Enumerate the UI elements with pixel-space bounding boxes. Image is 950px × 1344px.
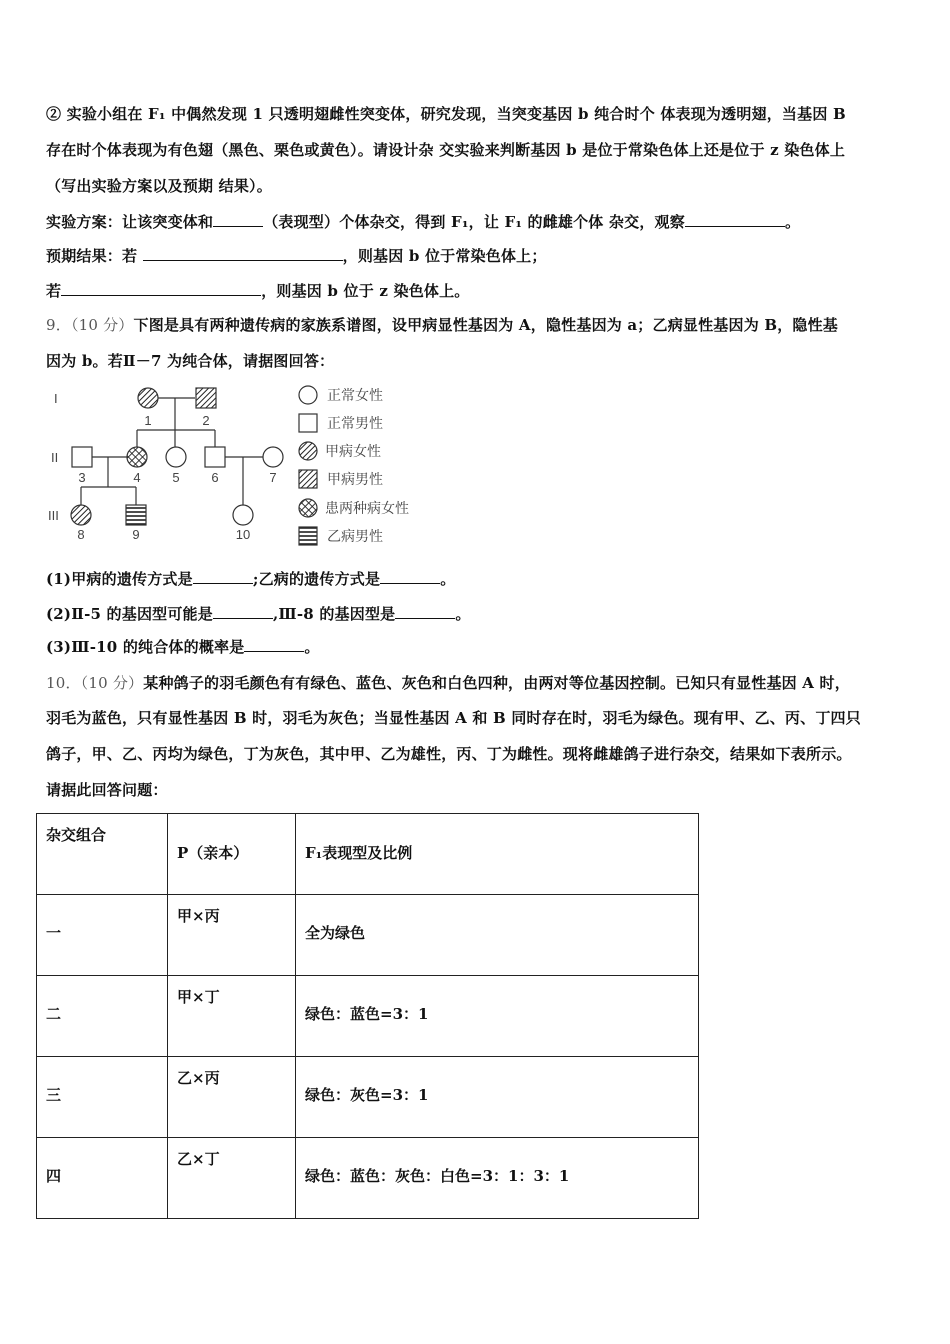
legend-label: 正常女性	[327, 387, 383, 403]
table-row	[37, 976, 699, 1057]
sub3-text-a: (3)Ⅲ-10 的纯合体的概率是	[46, 638, 245, 656]
generation-label: III	[48, 508, 59, 523]
legend-label: 患两种病女性	[325, 500, 409, 516]
q10-line-3: 鸽子，甲、乙、丙均为绿色，丁为灰色，其中甲、乙为雄性，丙、丁为雌性。现将雌雄鸽子进行杂交，结果如下表所示。	[46, 745, 852, 763]
q10-text-1: 某种鸽子的羽毛颜色有有绿色、蓝色、灰色和白色四种，由两对等位基因控制。已知只有显性基因 A 时，	[143, 674, 850, 692]
legend-label: 乙病男性	[327, 528, 383, 544]
individual-number: 10	[235, 527, 251, 542]
answer-blank[interactable]	[244, 637, 304, 652]
q10-number: 10．（10 分）	[46, 674, 144, 692]
individual-number: 9	[132, 527, 140, 542]
plan-text-a: 实验方案：让该突变体和	[46, 213, 214, 231]
plan-text-b: （表现型）个体杂交，得到 F₁，让 F₁ 的雌雄个体 杂交，观察	[263, 213, 685, 231]
q8-text-line-2: 存在时个体表现为有色翅（黑色、栗色或黄色）。请设计杂 交实验来判断基因 b 是位于常染色体上还是位于 z 染色体上	[46, 141, 846, 159]
individual-number: 1	[144, 413, 152, 428]
answer-blank[interactable]	[213, 212, 263, 227]
individual-2-affected-male	[196, 388, 216, 408]
result2-text-b: ，则基因 b 位于 z 染色体上。	[261, 282, 470, 300]
q10-line-1	[46, 672, 850, 693]
q10-line-4: 请据此回答问题：	[46, 781, 168, 799]
q8-text-line-3: （写出实验方案以及预期 结果）。	[46, 177, 272, 195]
cross-group-cell: 一	[46, 924, 62, 942]
individual-number: 4	[133, 470, 141, 485]
legend-label: 甲病女性	[325, 443, 381, 459]
legend-label: 甲病男性	[327, 471, 383, 487]
legend-label: 正常男性	[327, 415, 383, 431]
q8-result-1	[46, 245, 547, 266]
q8-plan	[46, 211, 800, 232]
parents-cell: 甲×丁	[177, 988, 220, 1006]
individual-number: 2	[202, 413, 210, 428]
generation-label: II	[51, 450, 59, 465]
cross-results-table	[36, 813, 699, 1219]
f1-result-cell: 绿色：灰色=3：1	[305, 1086, 429, 1104]
q9-text-1: 下图是具有两种遗传病的家族系谱图，设甲病显性基因为 A，隐性基因为 a；乙病显性基因为 B，隐性基	[133, 316, 839, 334]
q9-line-2: 因为 b。若Ⅱ－7 为纯合体，请据图回答：	[46, 352, 335, 370]
sub3-text-c: 。	[304, 638, 320, 656]
answer-blank[interactable]	[193, 569, 253, 584]
individual-number: 3	[78, 470, 86, 485]
legend-both-diseases-female-icon	[299, 499, 317, 517]
q9-sub-3	[46, 636, 320, 657]
table-row	[37, 895, 699, 976]
parents-cell: 乙×丁	[177, 1150, 220, 1168]
result1-text-a: 预期结果：若	[46, 247, 143, 265]
individual-7-normal-female	[263, 447, 283, 467]
plan-text-c: 。	[784, 213, 801, 231]
legend-disease-a-female-icon	[299, 442, 317, 460]
q9-number: 9．（10 分）	[46, 316, 134, 334]
sub2-text-a: (2)Ⅱ-5 的基因型可能是	[46, 605, 213, 623]
q9-sub-2	[46, 603, 471, 624]
sub1-text-c: 。	[440, 570, 456, 588]
generation-label: I	[54, 391, 58, 406]
q9-sub-1	[46, 568, 455, 589]
sub2-text-c: 。	[455, 605, 471, 623]
legend-disease-b-male-icon	[299, 527, 317, 545]
answer-blank[interactable]	[380, 569, 440, 584]
answer-blank[interactable]	[143, 246, 343, 261]
cross-group-cell: 四	[46, 1167, 62, 1185]
header-cell: F₁表现型及比例	[305, 844, 413, 862]
table-row	[37, 1138, 699, 1219]
pedigree-chart	[40, 375, 440, 555]
result1-text-b: ，则基因 b 位于常染色体上；	[342, 247, 547, 265]
individual-number: 8	[77, 527, 85, 542]
answer-blank[interactable]	[213, 604, 273, 619]
f1-result-cell: 绿色：蓝色：灰色：白色=3：1：3：1	[305, 1167, 570, 1185]
table-row	[37, 1057, 699, 1138]
individual-number: 7	[269, 470, 277, 485]
individual-3-normal-male	[72, 447, 92, 467]
header-cell: 杂交组合	[46, 826, 107, 844]
answer-blank[interactable]	[685, 212, 785, 227]
answer-blank[interactable]	[395, 604, 455, 619]
individual-8-affected-female	[71, 505, 91, 525]
parents-cell: 乙×丙	[177, 1069, 220, 1087]
individual-number: 5	[172, 470, 180, 485]
individual-6-normal-male	[205, 447, 225, 467]
individual-10-normal-female	[233, 505, 253, 525]
cross-group-cell: 三	[46, 1086, 62, 1104]
sub2-text-b: ,Ⅲ-8 的基因型是	[272, 605, 396, 623]
q9-line-1	[46, 314, 838, 335]
legend-normal-female-icon	[299, 386, 317, 404]
legend-normal-male-icon	[299, 414, 317, 432]
cross-group-cell: 二	[46, 1005, 62, 1023]
q8-result-2	[46, 280, 470, 301]
q8-text-line-1: ② 实验小组在 F₁ 中偶然发现 1 只透明翅雌性突变体，研究发现，当突变基因 b 纯合时个 体表现为透明翅，当基因 B	[46, 105, 846, 123]
sub1-text-b: ;乙病的遗传方式是	[252, 570, 381, 588]
legend-disease-a-male-icon	[299, 470, 317, 488]
sub1-text-a: (1)甲病的遗传方式是	[46, 570, 193, 588]
q10-line-2: 羽毛为蓝色，只有显性基因 B 时，羽毛为灰色；当显性基因 A 和 B 同时存在时，羽毛为绿色。现有甲、乙、丙、丁四只	[46, 709, 861, 727]
answer-blank[interactable]	[61, 281, 261, 296]
parents-cell: 甲×丙	[177, 907, 220, 925]
individual-4-both-diseases-female	[127, 447, 147, 467]
table-header-row	[37, 814, 699, 895]
f1-result-cell: 全为绿色	[305, 924, 366, 942]
result2-text-a: 若	[46, 282, 62, 300]
individual-1-affected-female	[138, 388, 158, 408]
header-cell: P（亲本）	[177, 844, 249, 862]
individual-5-normal-female	[166, 447, 186, 467]
individual-9-disease-b-male	[126, 505, 146, 525]
individual-number: 6	[211, 470, 219, 485]
f1-result-cell: 绿色：蓝色=3：1	[305, 1005, 429, 1023]
